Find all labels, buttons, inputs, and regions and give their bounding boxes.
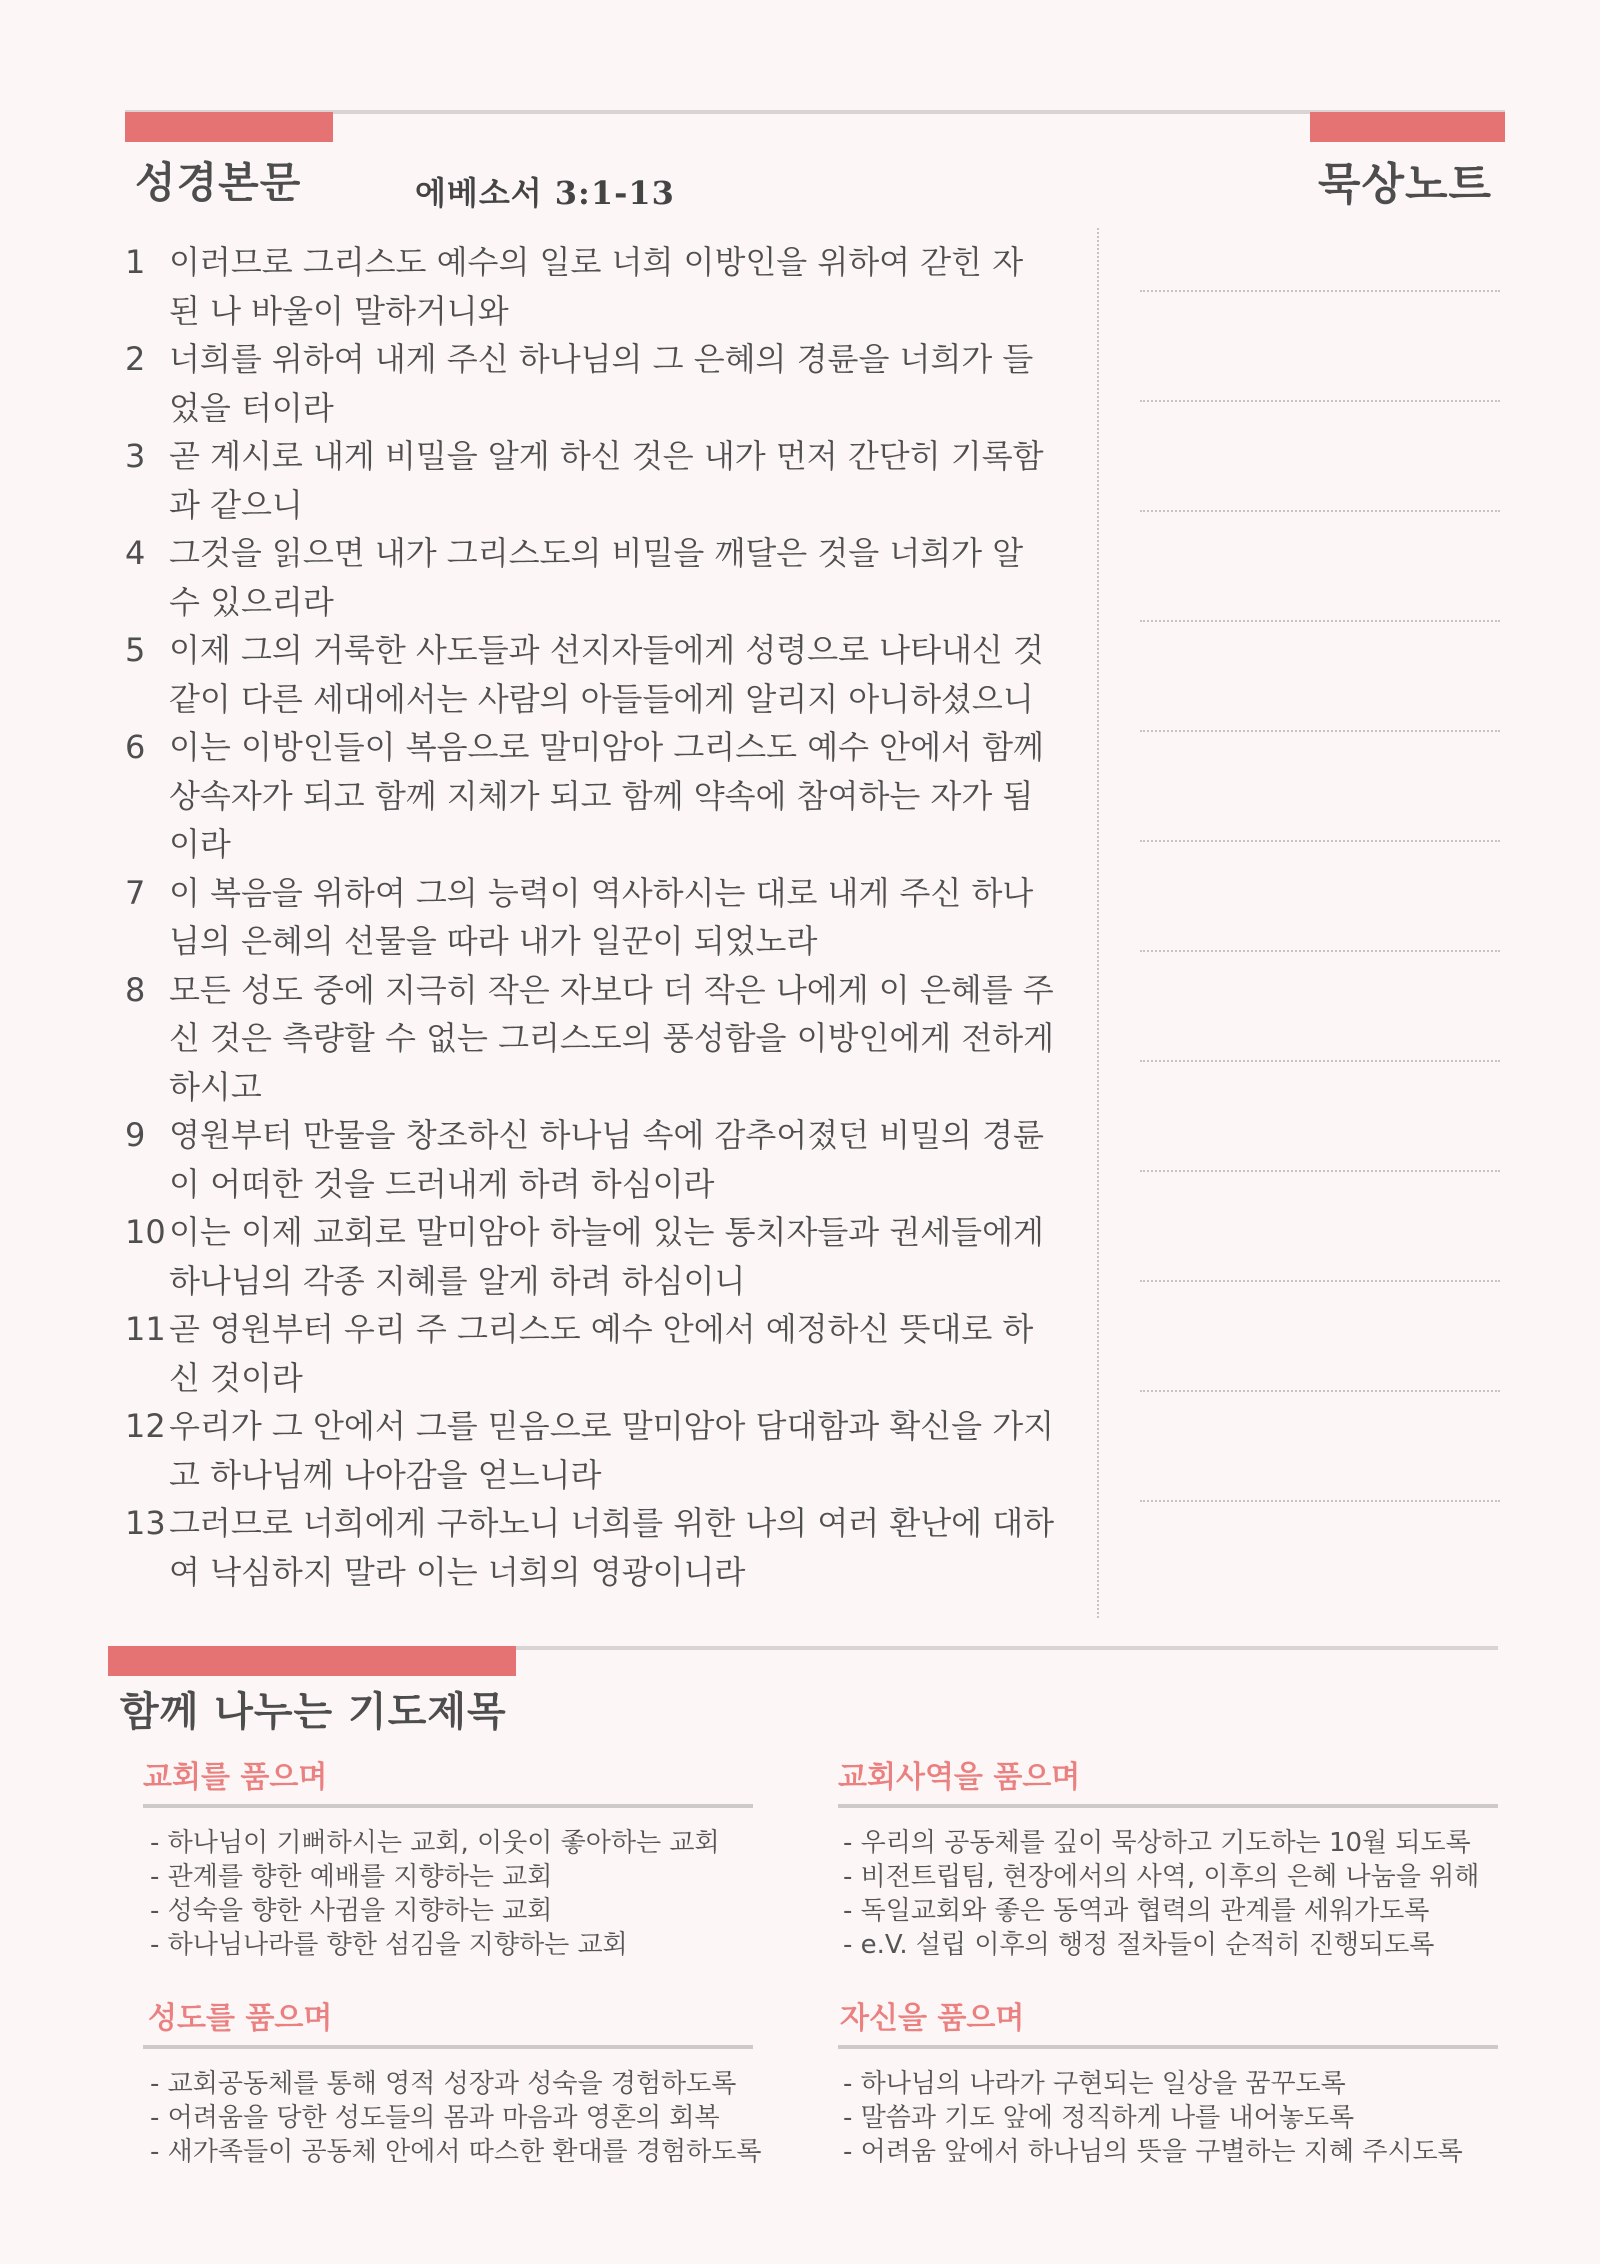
saints-prayer-list — [150, 2067, 762, 2169]
note-writing-line — [1140, 950, 1500, 952]
note-writing-line — [1140, 1280, 1500, 1282]
list-item: - e.V. 설립 이후의 행정 절차들이 순적히 진행되도록 — [843, 1930, 1435, 1960]
verse-number: 3 — [125, 437, 146, 475]
saints-prayer-title: 성도를 품으며 — [148, 2001, 333, 2036]
verse — [125, 723, 1060, 869]
verse-number: 13 — [125, 1504, 166, 1542]
verse-number: 10 — [125, 1213, 166, 1251]
verse — [125, 1111, 1060, 1208]
verse — [125, 1499, 1060, 1596]
list-item: - 성숙을 향한 사귐을 지향하는 교회 — [150, 1896, 553, 1926]
passage-reference: 에베소서 3:1-13 — [415, 174, 675, 212]
self-prayer-rule — [838, 2045, 1498, 2049]
verse-text: 이러므로 그리스도 예수의 일로 너희 이방인을 위하여 갇힌 자 된 나 바울이 말하거니와 — [169, 243, 1024, 330]
meditation-note-heading: 묵상노트 — [1318, 159, 1493, 210]
verse — [125, 869, 1060, 966]
verse-text: 이제 그의 거룩한 사도들과 선지자들에게 성령으로 나타내신 것 같이 다른 세대에서는 사람의 아들들에게 알리지 아니하셨으니 — [169, 631, 1044, 718]
column-divider — [1097, 228, 1099, 1618]
verse — [125, 238, 1060, 335]
prayer-heading: 함께 나누는 기도제목 — [120, 1689, 507, 1735]
list-item: - 하나님의 나라가 구현되는 일상을 꿈꾸도록 — [843, 2069, 1346, 2099]
ministry-prayer-rule — [838, 1804, 1498, 1808]
church-prayer-rule — [143, 1804, 753, 1808]
church-prayer-list — [150, 1826, 720, 1962]
note-writing-line — [1140, 1170, 1500, 1172]
ministry-prayer-list — [843, 1826, 1479, 1962]
list-item: - 어려움 앞에서 하나님의 뜻을 구별하는 지혜 주시도록 — [843, 2137, 1463, 2167]
verse-text: 이는 이제 교회로 말미암아 하늘에 있는 통치자들과 권세들에게 하나님의 각종 지혜를 알게 하려 하심이니 — [169, 1213, 1044, 1300]
list-item: - 새가족들이 공동체 안에서 따스한 환대를 경험하도록 — [150, 2137, 762, 2167]
verse-number: 4 — [125, 534, 146, 572]
verse-number: 9 — [125, 1116, 146, 1154]
verse — [125, 1305, 1060, 1402]
verse-text: 너희를 위하여 내게 주신 하나님의 그 은혜의 경륜을 너희가 들었을 터이라 — [169, 340, 1034, 427]
list-item: - 말씀과 기도 앞에 정직하게 나를 내어놓도록 — [843, 2103, 1355, 2133]
verse-text: 그러므로 너희에게 구하노니 너희를 위한 나의 여러 환난에 대하여 낙심하지 말라 이는 너희의 영광이니라 — [169, 1504, 1055, 1591]
note-writing-line — [1140, 1500, 1500, 1502]
list-item: - 우리의 공동체를 깊이 묵상하고 기도하는 10월 되도록 — [843, 1828, 1471, 1858]
list-item: - 어려움을 당한 성도들의 몸과 마음과 영혼의 회복 — [150, 2103, 720, 2133]
list-item: - 하나님나라를 향한 섬김을 지향하는 교회 — [150, 1930, 628, 1960]
verse-number: 6 — [125, 728, 146, 766]
prayer-accent-bar — [108, 1646, 516, 1676]
list-item: - 하나님이 기뻐하시는 교회, 이웃이 좋아하는 교회 — [150, 1828, 720, 1858]
verse-text: 모든 성도 중에 지극히 작은 자보다 더 작은 나에게 이 은혜를 주신 것은 측량할 수 없는 그리스도의 풍성함을 이방인에게 전하게 하시고 — [169, 970, 1055, 1106]
note-writing-line — [1140, 290, 1500, 292]
note-writing-line — [1140, 1060, 1500, 1062]
note-writing-line — [1140, 620, 1500, 622]
list-item: - 비전트립팀, 현장에서의 사역, 이후의 은혜 나눔을 위해 — [843, 1862, 1480, 1892]
saints-prayer-rule — [143, 2045, 753, 2049]
note-writing-line — [1140, 1390, 1500, 1392]
verse-number: 11 — [125, 1310, 166, 1348]
scripture-heading: 성경본문 — [135, 158, 302, 207]
verse — [125, 1402, 1060, 1499]
verse-number: 7 — [125, 873, 146, 912]
note-writing-line — [1140, 510, 1500, 512]
verse-number: 8 — [125, 970, 146, 1009]
verse-text: 곧 영원부터 우리 주 그리스도 예수 안에서 예정하신 뜻대로 하신 것이라 — [169, 1310, 1034, 1397]
scripture-text — [125, 238, 1060, 1596]
verse-number: 2 — [125, 340, 146, 378]
verse-text: 우리가 그 안에서 그를 믿음으로 말미암아 담대함과 확신을 가지고 하나님께 나아감을 얻느니라 — [169, 1407, 1055, 1494]
verse-text: 이 복음을 위하여 그의 능력이 역사하시는 대로 내게 주신 하나님의 은혜의 선물을 따라 내가 일꾼이 되었노라 — [169, 873, 1034, 960]
list-item: - 관계를 향한 예배를 지향하는 교회 — [150, 1862, 553, 1892]
verse-text: 영원부터 만물을 창조하신 하나님 속에 감추어졌던 비밀의 경륜이 어떠한 것을 드러내게 하려 하심이라 — [169, 1116, 1044, 1203]
verse — [125, 966, 1060, 1112]
scripture-accent-bar — [125, 112, 333, 142]
verse — [125, 529, 1060, 626]
verse-number: 1 — [125, 243, 146, 281]
verse — [125, 1208, 1060, 1305]
verse-number: 5 — [125, 631, 146, 669]
verse-number: 12 — [125, 1407, 166, 1445]
verse — [125, 432, 1060, 529]
self-prayer-list — [843, 2067, 1463, 2169]
ministry-prayer-title: 교회사역을 품으며 — [838, 1760, 1081, 1795]
verse-text: 이는 이방인들이 복음으로 말미암아 그리스도 예수 안에서 함께 상속자가 되고 함께 지체가 되고 함께 약속에 참여하는 자가 됨이라 — [169, 728, 1044, 863]
self-prayer-title: 자신을 품으며 — [840, 2001, 1025, 2036]
note-accent-bar — [1310, 112, 1505, 142]
note-writing-line — [1140, 400, 1500, 402]
verse-text: 그것을 읽으면 내가 그리스도의 비밀을 깨달은 것을 너희가 알 수 있으리라 — [169, 534, 1024, 621]
verse-text: 곧 계시로 내게 비밀을 알게 하신 것은 내가 먼저 간단히 기록함과 같으니 — [169, 437, 1044, 524]
note-writing-line — [1140, 840, 1500, 842]
verse — [125, 335, 1060, 432]
verse — [125, 626, 1060, 723]
list-item: - 교회공동체를 통해 영적 성장과 성숙을 경험하도록 — [150, 2069, 737, 2099]
list-item: - 독일교회와 좋은 동역과 협력의 관계를 세워가도록 — [843, 1896, 1430, 1926]
note-writing-line — [1140, 730, 1500, 732]
church-prayer-title: 교회를 품으며 — [143, 1760, 328, 1795]
